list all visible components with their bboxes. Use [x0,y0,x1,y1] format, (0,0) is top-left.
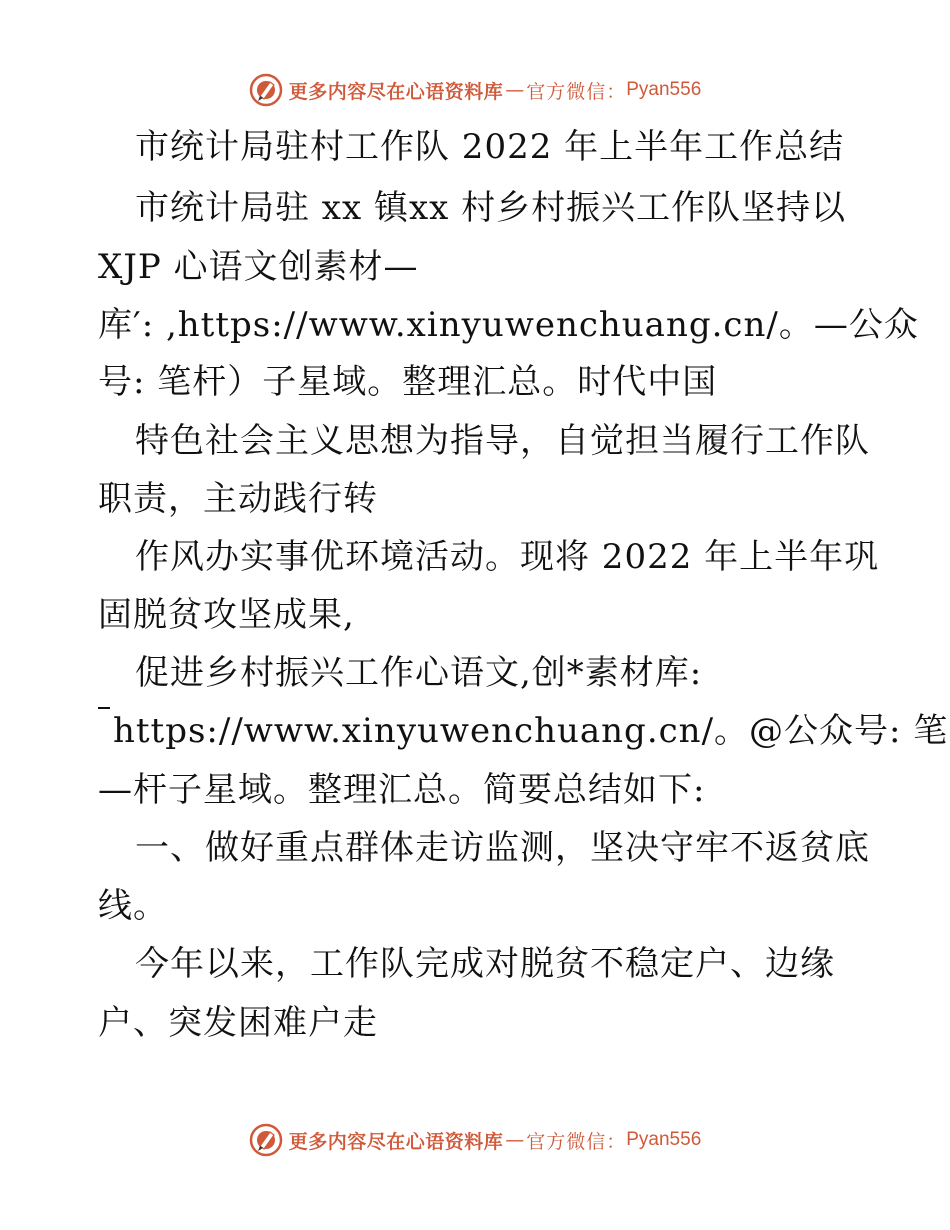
body-line: 市统计局驻 xx 镇xx 村乡村振兴工作队坚持以 [135,188,847,228]
body-line: 特色社会主义思想为指导，自觉担当履行工作队 [135,421,870,461]
body-line: —杆子星域。整理汇总。简要总结如下: [98,770,706,810]
pen-logo-icon [249,73,283,107]
header-banner [0,70,950,110]
body-line: 户、突发困难户走 [98,1003,378,1043]
body-line: 促进乡村振兴工作心语文,创*素材库: [135,653,703,693]
header-wechat-id: Pyan556 [626,79,702,100]
header-separator: — [505,79,525,101]
body-line: 作风办实事优环境活动。现将 2022 年上半年巩 [135,537,880,577]
body-line: XJP 心语文创素材— [98,247,419,287]
body-line: 库′: ,https://www.xinyuwenchuang.cn/。—公众 [98,305,919,345]
footer-banner [0,1120,950,1160]
footer-wechat-id: Pyan556 [626,1129,702,1150]
overline-mark [98,707,110,709]
body-line: 今年以来，工作队完成对脱贫不稳定户、边缘 [135,944,835,984]
header-wechat-label: 官方微信： [526,80,627,103]
footer-wechat-label: 官方微信： [526,1130,627,1153]
body-line: 号: 笔杆）子星域。整理汇总。时代中国 [98,362,718,402]
pen-logo-icon [249,1123,283,1157]
body-line: https://www.xinyuwenchuang.cn/。@公众号: 笔 [113,711,949,751]
body-line: 固脱贫攻坚成果, [98,595,355,635]
footer-promo-text: 更多内容尽在心语资料库 [288,1130,504,1153]
body-line: 职责，主动践行转 [98,479,378,519]
document-title: 市统计局驻村工作队 2022 年上半年工作总结 [135,127,845,167]
header-promo-text: 更多内容尽在心语资料库 [288,80,504,103]
body-line: 线。 [98,886,168,926]
section-heading: 一、做好重点群体走访监测，坚决守牢不返贫底 [135,828,870,868]
footer-separator: — [505,1129,525,1151]
